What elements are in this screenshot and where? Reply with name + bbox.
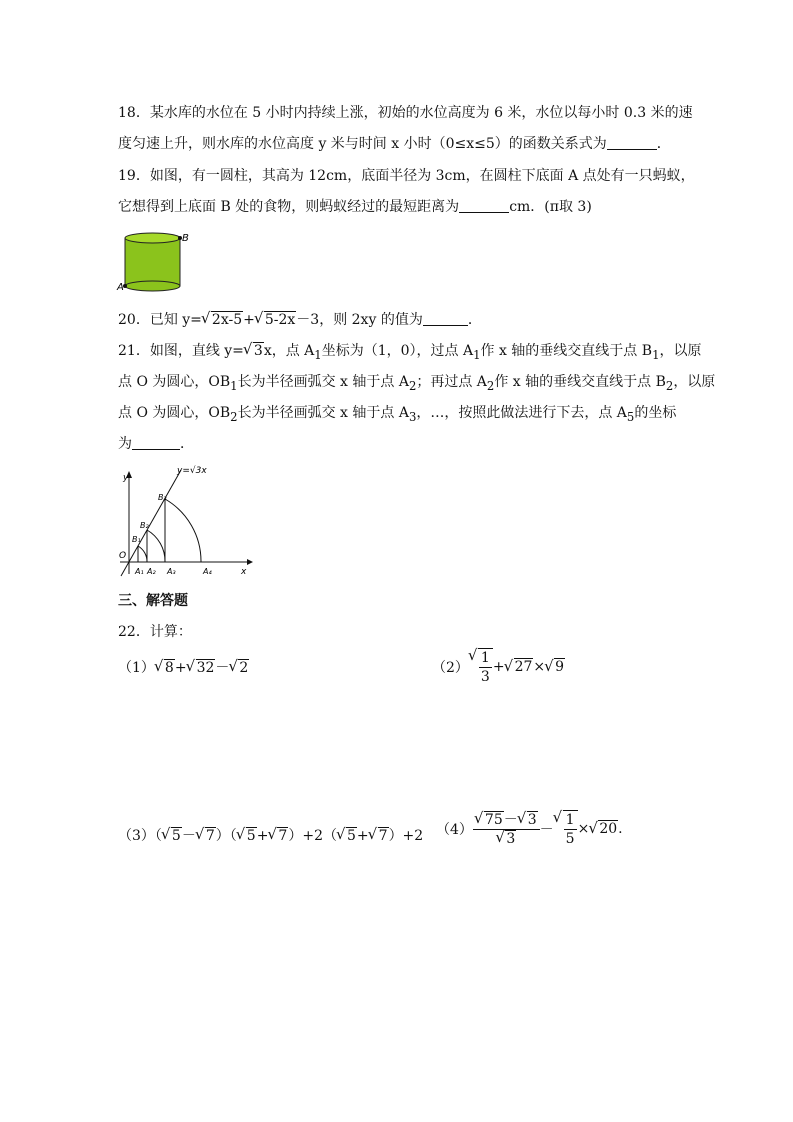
q19-line1: 19．如图，有一圆柱，其高为 12cm，底面半径为 3cm，在圆柱下底面 A 点处有一只蚂蚁， bbox=[118, 168, 695, 184]
o-label: O bbox=[119, 551, 127, 561]
arc-3 bbox=[165, 499, 201, 562]
radical: √ 5-2x bbox=[255, 310, 296, 330]
radical: √ 2 bbox=[229, 658, 249, 678]
answer-blank[interactable] bbox=[459, 198, 509, 213]
cylinder-top bbox=[125, 233, 180, 243]
fraction: √ 75－√ 3 √ 3 bbox=[473, 811, 540, 848]
q20-line: 20．已知 y=√ 2x-5+√ 5-2x－3，则 2xy 的值为 ． bbox=[118, 310, 482, 330]
radical: √ 32 bbox=[187, 658, 216, 678]
radical: √ 5 bbox=[337, 826, 357, 846]
q18-line1: 18．某水库的水位在 5 小时内持续上涨，初始的水位高度为 6 米，水位以每小时 0.3 米的速 bbox=[118, 105, 693, 121]
q19-text: 它想得到上底面 B 处的食物，则蚂蚁经过的最短距离为 bbox=[118, 199, 460, 215]
label-a: A bbox=[117, 282, 124, 293]
radical: √ 3 bbox=[244, 341, 264, 361]
radical: √ 9 bbox=[545, 659, 565, 675]
q18-line2 bbox=[118, 134, 671, 154]
line-label: y=√3x bbox=[177, 466, 207, 476]
line-y-sqrt3x bbox=[121, 470, 181, 576]
label-b: B bbox=[182, 233, 189, 244]
q22-part2: （2） √ $\frac{1}{3}$ +√ 27×√ 9 bbox=[432, 648, 565, 686]
radical: √ 5 bbox=[237, 826, 257, 846]
cylinder-figure bbox=[115, 228, 195, 294]
q21-graph bbox=[115, 462, 255, 582]
label-b3: B₃ bbox=[158, 493, 167, 502]
x-label: x bbox=[241, 567, 247, 577]
radical: √ 20 bbox=[589, 821, 618, 837]
q21-line3: 点 O 为圆心，$OB_2$长为半径画弧交 x 轴于点 $A_3$，…，按照此做法进行下去，点 $A_5$的坐标 bbox=[118, 405, 677, 424]
q19-end: cm．(π取 3) bbox=[509, 199, 592, 215]
radical: √ 7 bbox=[268, 826, 288, 846]
cylinder-bottom bbox=[125, 281, 180, 291]
q21-line4: 为 ． bbox=[118, 436, 194, 452]
label-a4: A₄ bbox=[203, 567, 212, 576]
q20-prefix: 20．已知 y= bbox=[118, 312, 202, 328]
y-label: y bbox=[123, 473, 129, 483]
label-b1: B₁ bbox=[132, 535, 141, 544]
answer-blank[interactable] bbox=[607, 135, 657, 150]
q20-suffix: －3，则 2xy 的值为 bbox=[296, 312, 423, 328]
radical: √ 27 bbox=[505, 659, 534, 675]
q18-end: ． bbox=[656, 136, 671, 152]
radical: √ 7 bbox=[196, 826, 216, 846]
label-b2: B₂ bbox=[140, 521, 149, 530]
arc-1 bbox=[138, 546, 147, 562]
q18-text: 度匀速上升，则水库的水位高度 y 米与时间 x 小时（0≤x≤5）的函数关系式为 bbox=[118, 136, 607, 152]
answer-blank[interactable] bbox=[423, 311, 468, 326]
radical: √ 5 bbox=[162, 826, 182, 846]
section-heading: 三、解答题 bbox=[118, 593, 188, 609]
radical: √ 2x-5 bbox=[202, 310, 243, 330]
label-a1: A₁ bbox=[135, 567, 144, 576]
radical: √ 7 bbox=[369, 826, 389, 846]
q21-line2: 点 O 为圆心，$OB_1$长为半径画弧交 x 轴于点 $A_2$；再过点 $A_2$作 x 轴的垂线交直线于点 $B_2$，以原 bbox=[118, 374, 716, 393]
radical: √ 8 bbox=[155, 658, 175, 678]
arc-2 bbox=[147, 530, 165, 562]
q19-line2 bbox=[118, 197, 592, 217]
q22-part3: （3）（√ 5－√ 7）（√ 5+√ 7）+2（√ 5+√ 7）+2 bbox=[118, 826, 423, 846]
q22-part4: （4） √ 75－√ 3 √ 3 － √ $\frac{1}{5}$ ×√ 20. bbox=[436, 810, 623, 848]
x-axis-arrow bbox=[247, 559, 253, 565]
cylinder-body bbox=[125, 238, 180, 286]
q22-part1: （1）√ 8+√ 32－√ 2 bbox=[118, 658, 249, 678]
radical: √ $\frac{1}{3}$ bbox=[469, 648, 493, 686]
q22-title: 22．计算： bbox=[118, 624, 192, 640]
answer-blank[interactable] bbox=[132, 435, 180, 450]
label-a2: A₂ bbox=[147, 567, 156, 576]
radical: √ $\frac{1}{5}$ bbox=[554, 810, 578, 848]
q21-line1: 21．如图，直线 y=√ 3x，点 $A_1$坐标为（1，0），过点 $A_1$作 x 轴的垂线交直线于点 $B_1$，以原 bbox=[118, 341, 701, 365]
label-a3: A₃ bbox=[167, 567, 176, 576]
